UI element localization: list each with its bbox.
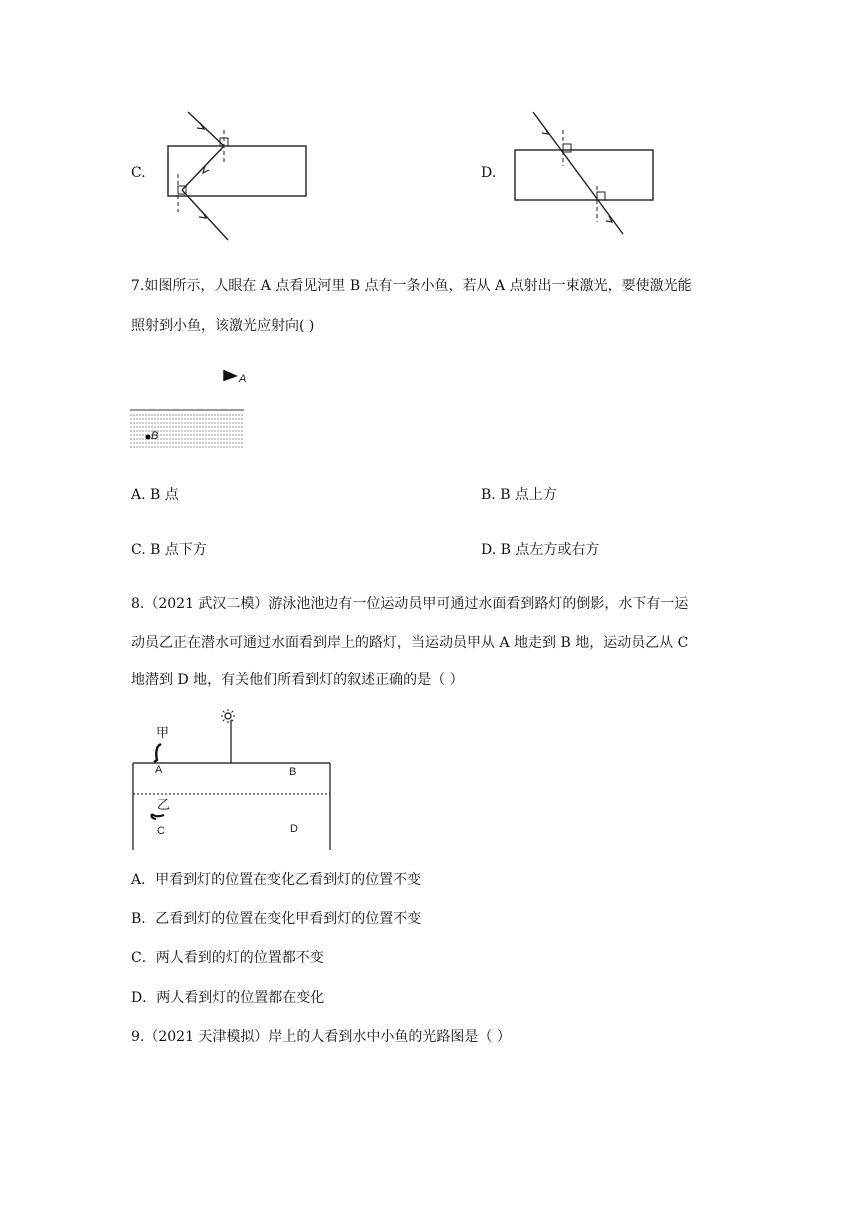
q8-option-c: C．两人看到的灯的位置都不变 bbox=[131, 950, 324, 966]
q7-option-b: B. B 点上方 bbox=[481, 487, 557, 503]
q8-option-d: D．两人看到灯的位置都在变化 bbox=[131, 990, 325, 1006]
q8-option-a: A．甲看到灯的位置在变化乙看到灯的位置不变 bbox=[131, 872, 422, 888]
option-d-figure bbox=[505, 108, 665, 248]
option-c-figure bbox=[160, 108, 320, 248]
q8-label-d: D bbox=[290, 823, 298, 835]
q7-option-a: A. B 点 bbox=[131, 487, 179, 503]
q7-option-c: C. B 点下方 bbox=[131, 542, 207, 558]
q8-option-b: B．乙看到灯的位置在变化甲看到灯的位置不变 bbox=[131, 911, 422, 927]
q9-stem: 9.（2021 天津模拟）岸上的人看到水中小鱼的光路图是（ ） bbox=[131, 1029, 511, 1045]
q8-stem-line2: 动员乙正在潜水可通过水面看到岸上的路灯，当运动员甲从 A 地走到 B 地，运动员乙从 C bbox=[131, 635, 689, 651]
q7-figure bbox=[128, 366, 248, 456]
q7-stem-line2: 照射到小鱼，该激光应射向( ) bbox=[131, 318, 315, 334]
q8-stem-line1: 8.（2021 武汉二模）游泳池池边有一位运动员甲可通过水面看到路灯的倒影，水下有一运 bbox=[131, 596, 689, 612]
q7-option-d: D. B 点左方或右方 bbox=[481, 542, 600, 558]
q8-label-yi: 乙 bbox=[157, 798, 171, 813]
q8-label-c: C bbox=[157, 825, 165, 837]
q7-label-a: A bbox=[239, 373, 247, 385]
q8-label-jia: 甲 bbox=[156, 726, 170, 741]
q7-label-b: B bbox=[151, 430, 159, 442]
q7-stem-line1: 7.如图所示，人眼在 A 点看见河里 B 点有一条小鱼，若从 A 点射出一束激光，要使激光能 bbox=[131, 278, 692, 294]
q8-stem-line3: 地潜到 D 地，有关他们所看到灯的叙述正确的是（ ） bbox=[131, 672, 464, 688]
q8-label-b: B bbox=[289, 766, 297, 778]
option-d-label: D. bbox=[481, 165, 497, 181]
option-c-label: C. bbox=[131, 165, 146, 181]
q8-label-a: A bbox=[155, 764, 163, 776]
